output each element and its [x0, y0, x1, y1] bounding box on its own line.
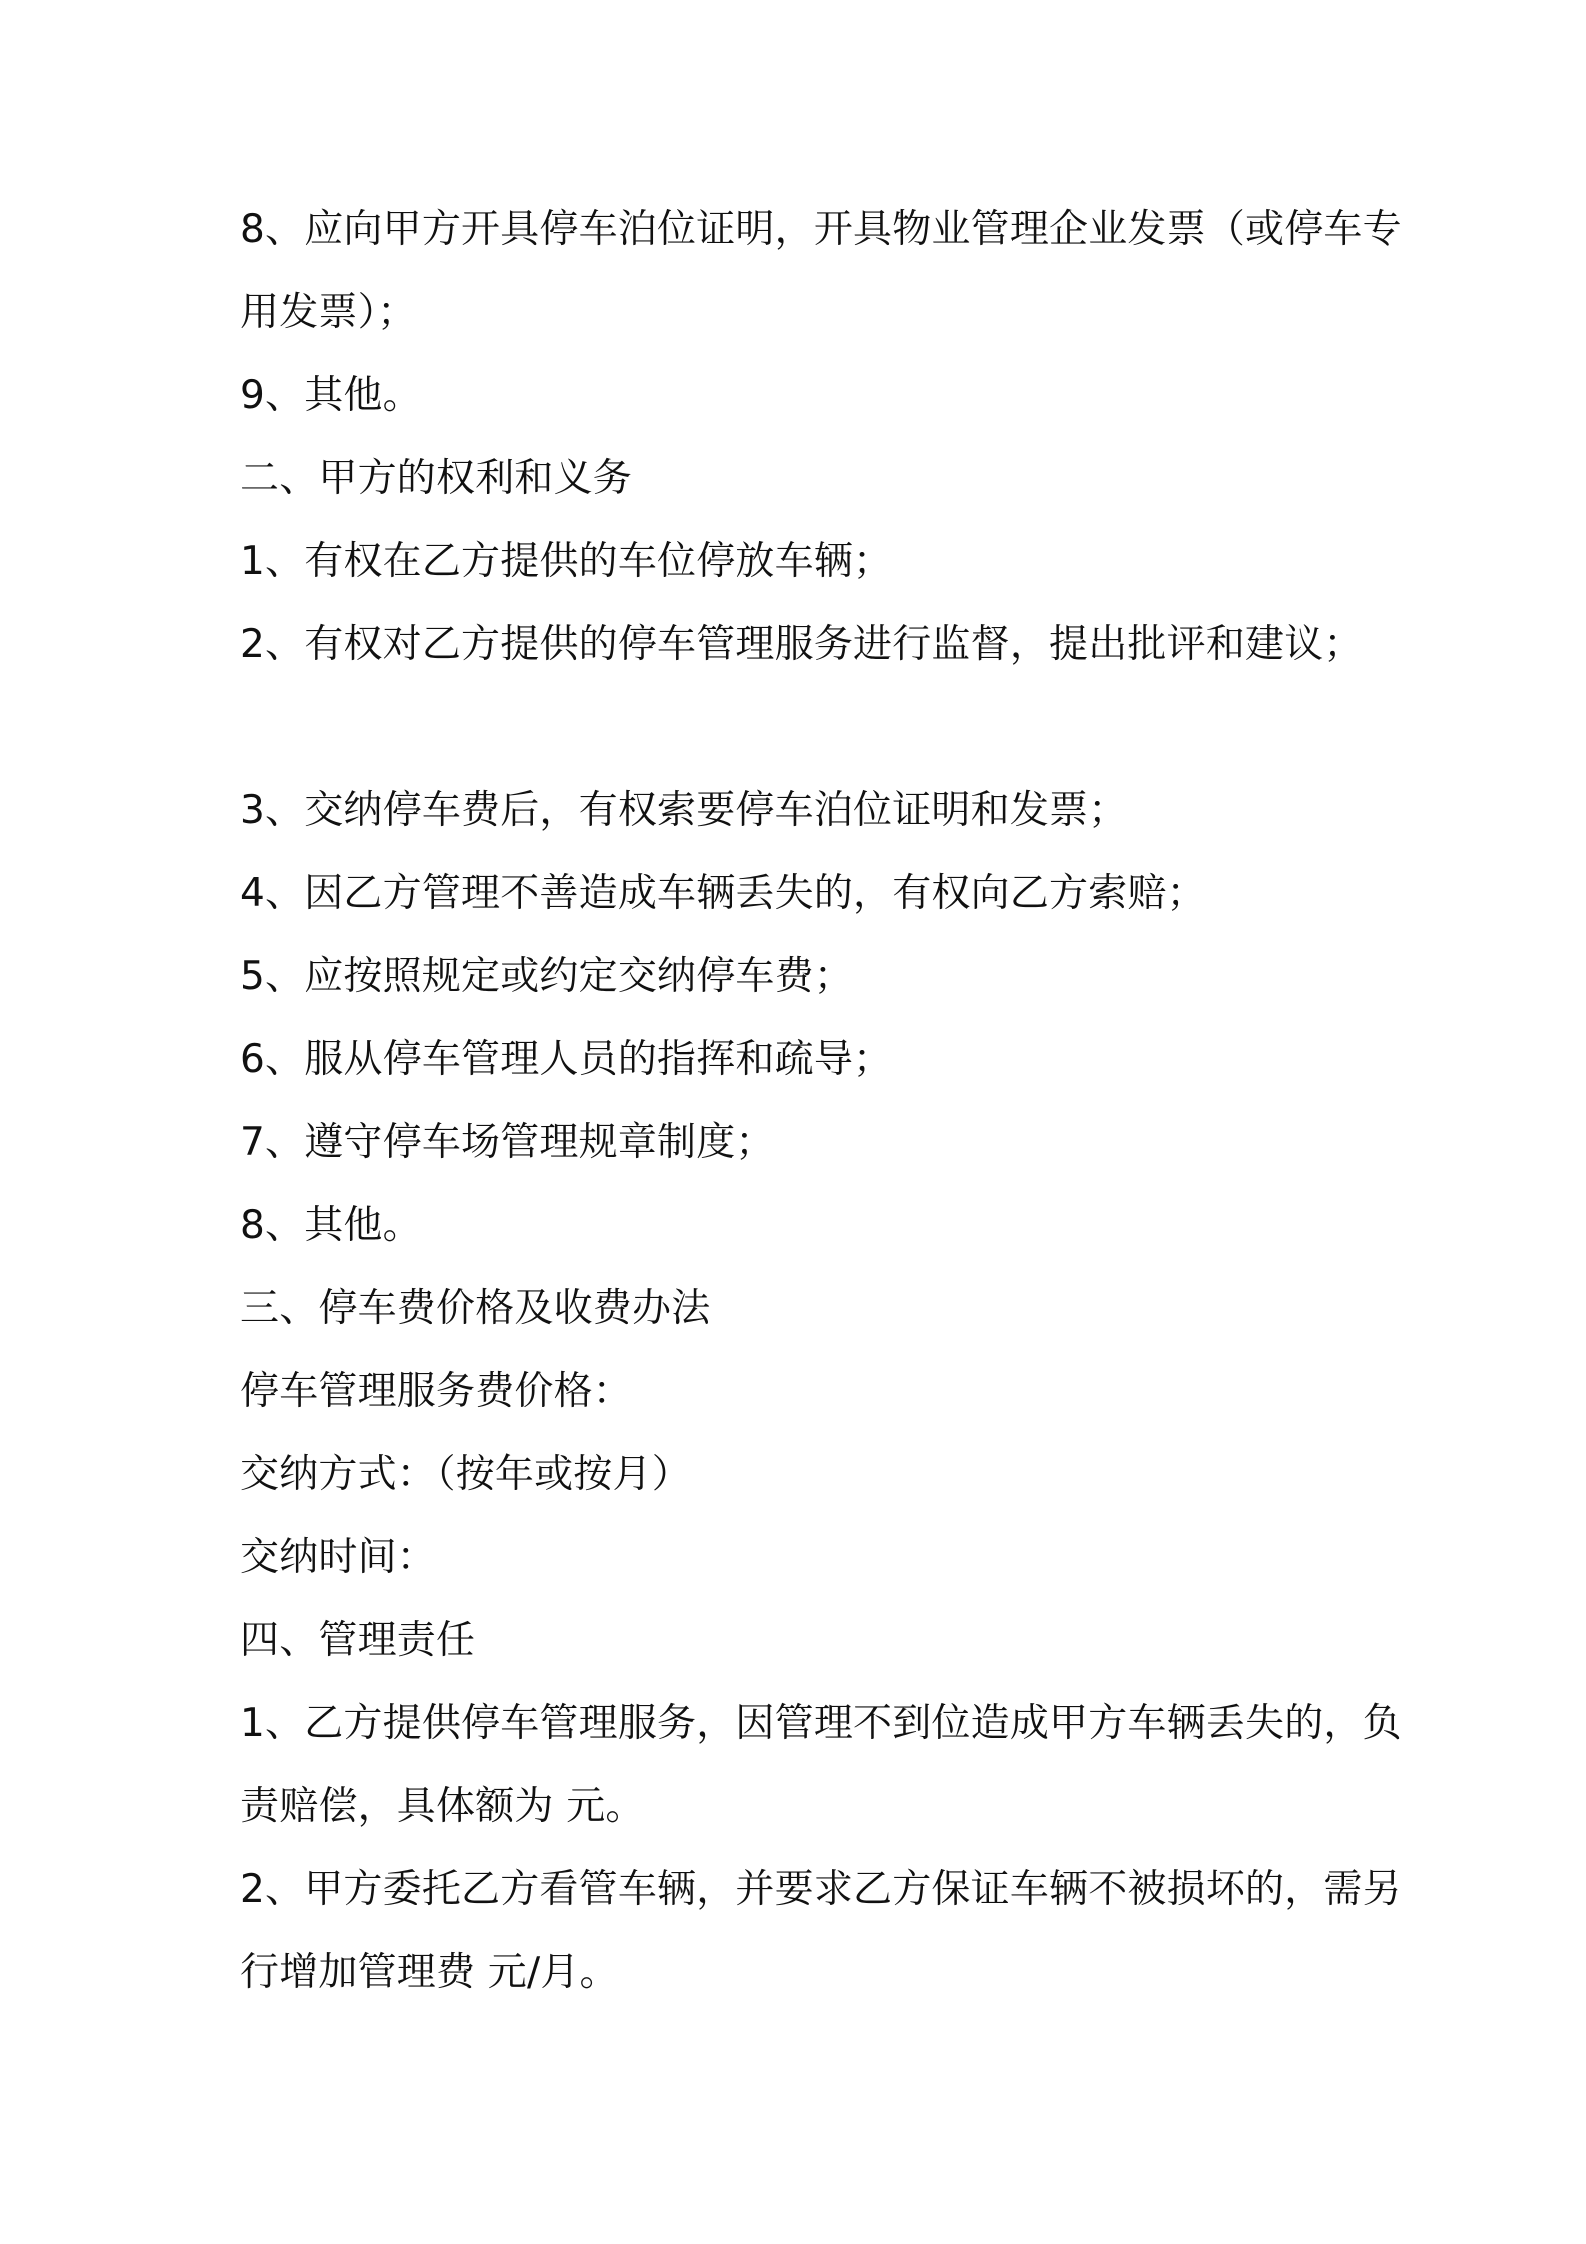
text-line: 9、其他。: [240, 373, 422, 418]
text-line: 用发票）；: [240, 290, 417, 335]
text-line: 5、应按照规定或约定交纳停车费；: [240, 954, 854, 999]
section-heading: 二、甲方的权利和义务: [240, 456, 633, 501]
text-line: 1、乙方提供停车管理服务，因管理不到位造成甲方车辆丢失的，负: [240, 1701, 1402, 1746]
text-line: 1、有权在乙方提供的车位停放车辆；: [240, 539, 893, 584]
text-line: 4、因乙方管理不善造成车辆丢失的，有权向乙方索赔；: [240, 871, 1206, 916]
text-line: 8、其他。: [240, 1203, 422, 1248]
text-line: 3、交纳停车费后，有权索要停车泊位证明和发票；: [240, 788, 1128, 833]
text-line: 6、服从停车管理人员的指挥和疏导；: [240, 1037, 893, 1082]
text-line: 交纳时间：: [240, 1535, 437, 1580]
text-line: 停车管理服务费价格：: [240, 1369, 633, 1414]
text-line: 2、甲方委托乙方看管车辆，并要求乙方保证车辆不被损坏的，需另: [240, 1867, 1402, 1912]
section-heading: 三、停车费价格及收费办法: [240, 1286, 711, 1331]
text-line: 行增加管理费 元/月。: [240, 1950, 619, 1995]
text-line: 2、有权对乙方提供的停车管理服务进行监督，提出批评和建议；: [240, 622, 1363, 667]
text-line: 8、应向甲方开具停车泊位证明，开具物业管理企业发票（或停车专: [240, 207, 1402, 252]
text-line: 责赔偿，具体额为 元。: [240, 1784, 645, 1829]
text-line: 交纳方式：（按年或按月）: [240, 1452, 691, 1497]
section-heading: 四、管理责任: [240, 1618, 476, 1663]
text-line: 7、遵守停车场管理规章制度；: [240, 1120, 775, 1165]
